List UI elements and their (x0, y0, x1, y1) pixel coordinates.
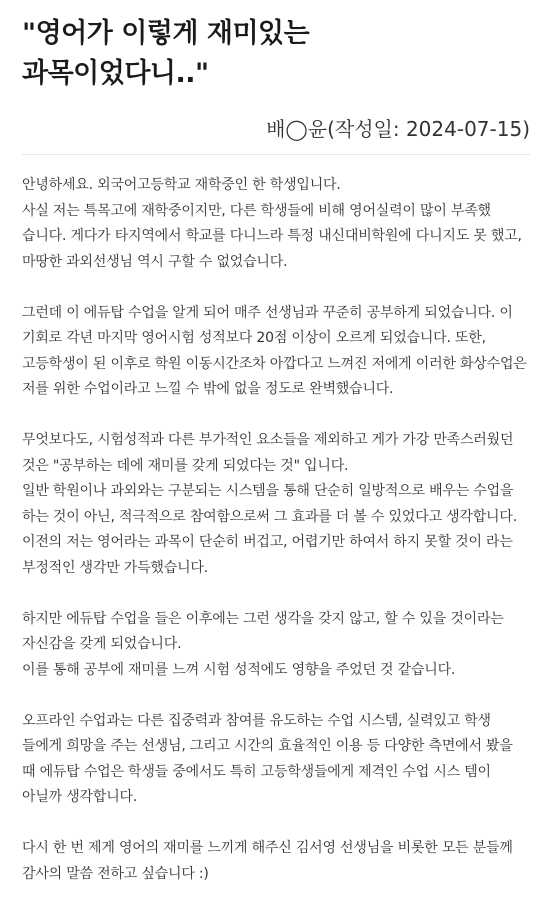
review-paragraph-2: 그런데 이 에듀탑 수업을 알게 되어 매주 선생님과 꾸준히 공부하게 되었습니다. 이 기회로 각년 마지막 영어시험 성적보다 20점 이상이 오르게 되었습니다. 또한, 고등학생이 된 이후로 학원 이동시간조차 아깝다고 느껴진 저에게 이러한 화상수업은 저를 위한 수업이라고 느낄 수 밖에 없을 정도로 완벽했습니다. (22, 304, 527, 397)
review-title: "영어가 이렇게 재미있는 과목이었다니.." (22, 18, 310, 89)
divider (22, 154, 530, 155)
review-paragraph-4: 하지만 에듀탑 수업을 들은 이후에는 그런 생각을 갖지 않고, 할 수 있을 것이라는 자신감을 갖게 되었습니다. 이를 통해 공부에 재미를 느껴 시험 성적에도 영향을 주었던 것 같습니다. (22, 610, 504, 678)
review-paragraph-6: 다시 한 번 제게 영어의 재미를 느끼게 해주신 김서영 선생님을 비롯한 모든 분들께 감사의 말씀 전하고 싶습니다 :) (22, 840, 513, 882)
review-paragraph-3: 무엇보다도, 시험성적과 다른 부가적인 요소들을 제외하고 게가 가강 만족스러웠던 것은 "공부하는 데에 재미를 갖게 되었다는 것" 입니다. 일반 학원이나 과외와는 구분되는 시스템을 통해 단순히 일방적으로 배우는 수업을 하는 것이 아닌, 적극적으로 참여함으로써 그 효과를 더 볼 수 있었다고 생각합니다. 이전의 저는 영어라는 과목이 단순히 버겁고, 어렵기만 하여서 하지 못할 것이 라는 부정적인 생각만 가득했습니다. (22, 432, 517, 576)
review-paragraph-5: 오프라인 수업과는 다른 집중력과 참여를 유도하는 수업 시스템, 실력있고 학생 들에게 희망을 주는 선생님, 그리고 시간의 효율적인 이용 등 다양한 측면에서 봤을 때 에듀탑 수업은 학생들 중에서도 특히 고등학생들에게 제격인 수업 시스 템이 아닐까 생각합니다. (22, 712, 513, 805)
review-body (22, 173, 530, 887)
review-paragraph-1: 안녕하세요. 외국어고등학교 재학중인 한 학생입니다. 사실 저는 특목고에 재학중이지만, 다른 학생들에 비해 영어실력이 많이 부족했 습니다. 게다가 타지역에서 학교를 다니느라 특정 내신대비학원에 다니지도 못 했고, 마땅한 과외선생님 역시 구할 수 없었습니다. (22, 177, 522, 270)
author-date-line: 배◯윤(작성일: 2024-07-15) (266, 117, 530, 141)
